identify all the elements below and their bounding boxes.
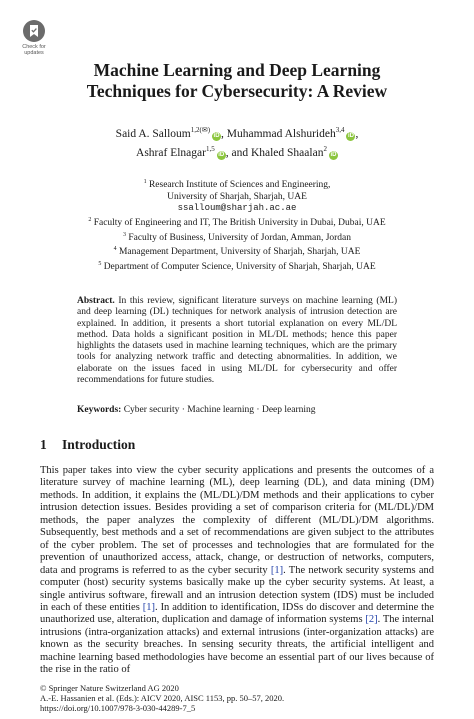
affiliation-number: 3 xyxy=(122,231,126,238)
author-separator: , xyxy=(221,127,227,140)
copyright-footer xyxy=(40,683,284,713)
citation-link[interactable]: [1] xyxy=(142,601,155,613)
affiliation-text: University of Sharjah, Sharjah, UAE xyxy=(167,191,307,202)
orcid-icon[interactable]: iD xyxy=(347,132,354,139)
author-affil-sup: 1,2(✉) xyxy=(190,126,211,134)
affiliations xyxy=(20,177,454,274)
author-separator: , and xyxy=(225,146,251,159)
abstract xyxy=(77,296,397,386)
body-paragraph: . The network security systems and computer (host) security systems basically make up the cyber security systems. At least, a single antivirus software, firewall and an intrusion detection system (IDS) must be included in each of these entities xyxy=(40,564,434,613)
affiliation-line xyxy=(20,230,454,245)
abstract-label: Abstract. xyxy=(77,296,115,306)
affiliation-line xyxy=(20,203,454,215)
affiliation-text: Department of Computer Science, University of Sharjah, Sharjah, UAE xyxy=(103,262,376,273)
author-name: Khaled Shaalan xyxy=(250,146,324,159)
keyword-item: Deep learning xyxy=(261,405,316,415)
keyword-separator: · xyxy=(179,405,188,415)
section-heading xyxy=(40,437,135,453)
badge-line-1: Check for xyxy=(22,44,46,50)
keyword-item: Machine learning xyxy=(187,405,255,415)
affiliation-number: 1 xyxy=(143,179,147,185)
affiliation-number: 4 xyxy=(113,246,117,253)
affiliation-text: Faculty of Business, University of Jordan, Amman, Jordan xyxy=(128,232,352,243)
author-list xyxy=(40,123,434,161)
author-name: Ashraf Elnagar xyxy=(136,146,206,159)
author-affil-sup: 2 xyxy=(323,144,327,153)
email-link[interactable]: ssalloum@sharjah.ac.ae xyxy=(177,203,297,214)
keywords xyxy=(77,404,397,416)
body-text xyxy=(40,465,434,677)
keyword-separator: · xyxy=(254,405,262,415)
author-affil-sup: 1,5 xyxy=(205,144,215,153)
affiliation-text: Research Institute of Sciences and Engineering, xyxy=(148,180,331,191)
affiliation-number: 5 xyxy=(98,261,102,268)
orcid-icon[interactable]: iD xyxy=(213,132,220,139)
author-name: Muhammad Alshurideh xyxy=(226,127,336,140)
badge-label xyxy=(22,44,46,56)
affiliation-line xyxy=(20,244,454,259)
affiliation-number: 2 xyxy=(88,216,92,223)
author-name: Said A. Salloum xyxy=(115,127,191,140)
author-line-1 xyxy=(40,123,434,142)
citation-link[interactable]: [2] xyxy=(365,614,378,626)
keyword-item: Cyber security xyxy=(123,405,180,415)
abstract-text: In this review, significant literature surveys on machine learning (ML) and deep learning (DL) techniques for network analysis of intrusion detection are explained. In addition, it presents a short tutorial explanation on every ML/DL method. Data holds a significant position in ML/DL methods; hence this paper highlights the datasets used in machine learning techniques, which are the primary tools for analyzing network traffic and detecting abnormalities. In addition, we elaborate on the issues faced in using ML/DL for cybersecurity and offer recommendations for future studies. xyxy=(77,296,397,386)
title-line-2: Techniques for Cybersecurity: A Review xyxy=(86,81,388,101)
affiliation-text: Faculty of Engineering and IT, The British University in Dubai, Dubai, UAE xyxy=(93,218,386,229)
title-line-1: Machine Learning and Deep Learning xyxy=(93,60,381,80)
citation-line: A.-E. Hassanien et al. (Eds.): AICV 2020, AISC 1153, pp. 50–57, 2020. xyxy=(40,693,285,703)
orcid-icon[interactable]: iD xyxy=(218,151,225,158)
author-line-2 xyxy=(40,142,434,161)
body-paragraph: This paper takes into view the cyber security applications and presents the outcomes of a literature survey of machine learning (ML), deep learning (DL), and data mining (DM) methods. In addition, it explains the (ML/DL)/DM methods and their applications to cyber intrusion detection issues. Besides providing a set of comparison criteria for (ML/DL)/DM methods, the paper analyzes the complexity of different (ML/DL)/DM algorithms. Subsequently, best methods and a set of recommendations are given subject to the attributes of the cyber problem. The set of processes and technologies that are formulated for the prevention of unauthorized access, attack, change, or destruction of networks, computers, data and programs is referred to as the cyber security xyxy=(40,465,434,576)
orcid-icon[interactable]: iD xyxy=(330,151,337,158)
author-separator: , xyxy=(355,127,359,140)
doi-link[interactable]: https://doi.org/10.1007/978-3-030-44289-7_5 xyxy=(40,703,196,713)
bookmark-check-icon xyxy=(23,20,45,42)
affiliation-line xyxy=(20,192,454,204)
affiliation-line xyxy=(20,259,454,274)
copyright-line: © Springer Nature Switzerland AG 2020 xyxy=(40,683,179,693)
paper-title xyxy=(40,60,434,102)
section-title: Introduction xyxy=(62,437,136,452)
check-for-updates-badge[interactable] xyxy=(20,20,48,60)
body-paragraph: . In addition to identification, IDSs do discover and determine the unauthorized use, alteration, duplication and damage of information systems xyxy=(40,601,434,626)
affiliation-text: Management Department, University of Sharjah, Sharjah, UAE xyxy=(118,247,361,258)
citation-link[interactable]: [1] xyxy=(270,564,284,576)
keywords-label: Keywords: xyxy=(77,405,122,415)
body-paragraph: . The internal intrusions (intra-organization attacks) and external intrusions (inter-organization attacks) are known as the security breaches. In sensing security threats, the artificial intelligent and machine learning based methodologies have become an essential part of our lives because of the rise in the ratio of xyxy=(40,614,434,676)
section-number: 1 xyxy=(40,437,47,452)
badge-line-2: updates xyxy=(24,50,44,56)
affiliation-line xyxy=(20,177,454,192)
affiliation-line xyxy=(20,215,454,230)
author-affil-sup: 3,4 xyxy=(335,126,345,134)
